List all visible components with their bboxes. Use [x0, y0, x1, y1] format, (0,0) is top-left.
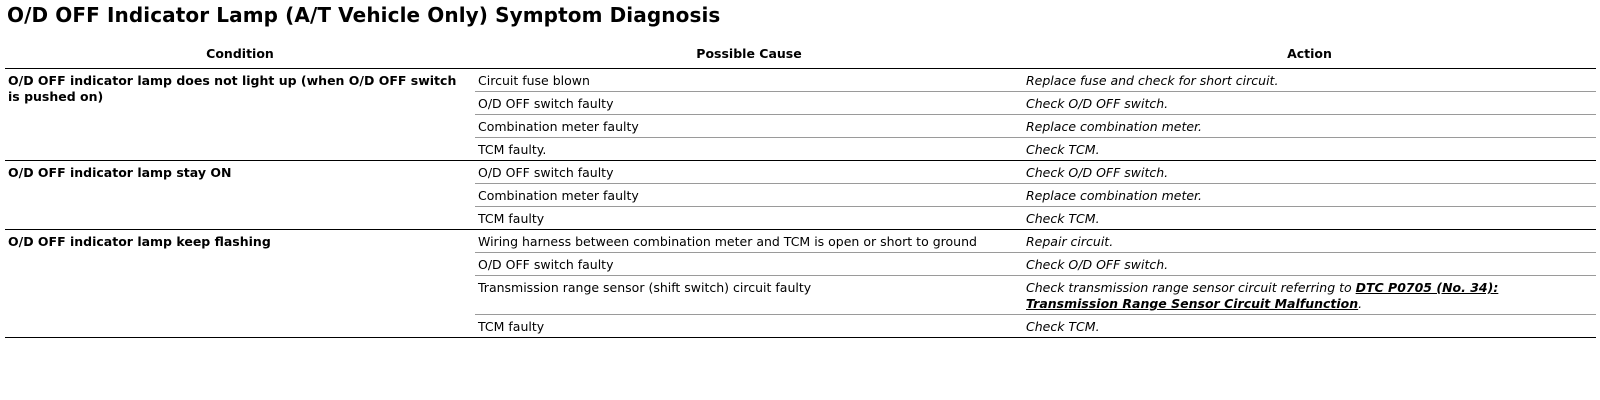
cause-cell: Circuit fuse blown — [475, 69, 1023, 92]
cause-cell: O/D OFF switch faulty — [475, 161, 1023, 184]
cause-cell: O/D OFF switch faulty — [475, 253, 1023, 276]
action-text: Check transmission range sensor circuit referring to — [1026, 280, 1356, 295]
dtc-p0705-link[interactable]: DTC P0705 (No. 34): Transmission Range Sensor Circuit Malfunction — [1026, 280, 1499, 311]
cause-cell: Combination meter faulty — [475, 115, 1023, 138]
column-header-possible-cause: Possible Cause — [475, 44, 1023, 69]
table-row — [5, 69, 1596, 92]
cause-cell: Wiring harness between combination meter and TCM is open or short to ground — [475, 230, 1023, 253]
action-cell: Check TCM. — [1023, 207, 1596, 230]
cause-cell: TCM faulty — [475, 207, 1023, 230]
action-cell: Check O/D OFF switch. — [1023, 161, 1596, 184]
action-cell: Replace combination meter. — [1023, 115, 1596, 138]
table-row — [5, 161, 1596, 184]
cause-cell: TCM faulty — [475, 315, 1023, 338]
action-text-suffix: . — [1358, 296, 1363, 311]
action-cell: Replace fuse and check for short circuit. — [1023, 69, 1596, 92]
action-cell: Check O/D OFF switch. — [1023, 253, 1596, 276]
action-cell: Replace combination meter. — [1023, 184, 1596, 207]
condition-cell: O/D OFF indicator lamp keep flashing — [5, 230, 475, 338]
symptom-diagnosis-table — [5, 44, 1596, 338]
cause-cell: TCM faulty. — [475, 138, 1023, 161]
cause-cell: Transmission range sensor (shift switch) circuit faulty — [475, 276, 1023, 315]
condition-cell: O/D OFF indicator lamp does not light up (when O/D OFF switch is pushed on) — [5, 69, 475, 161]
cause-cell: O/D OFF switch faulty — [475, 92, 1023, 115]
action-cell: Check TCM. — [1023, 138, 1596, 161]
table-header-row — [5, 44, 1596, 69]
action-cell: Check TCM. — [1023, 315, 1596, 338]
action-cell: Check O/D OFF switch. — [1023, 92, 1596, 115]
action-cell — [1023, 276, 1596, 315]
table-row — [5, 230, 1596, 253]
column-header-condition: Condition — [5, 44, 475, 69]
page-title: O/D OFF Indicator Lamp (A/T Vehicle Only) Symptom Diagnosis — [7, 3, 721, 27]
cause-cell: Combination meter faulty — [475, 184, 1023, 207]
action-cell: Repair circuit. — [1023, 230, 1596, 253]
condition-cell: O/D OFF indicator lamp stay ON — [5, 161, 475, 230]
column-header-action: Action — [1023, 44, 1596, 69]
